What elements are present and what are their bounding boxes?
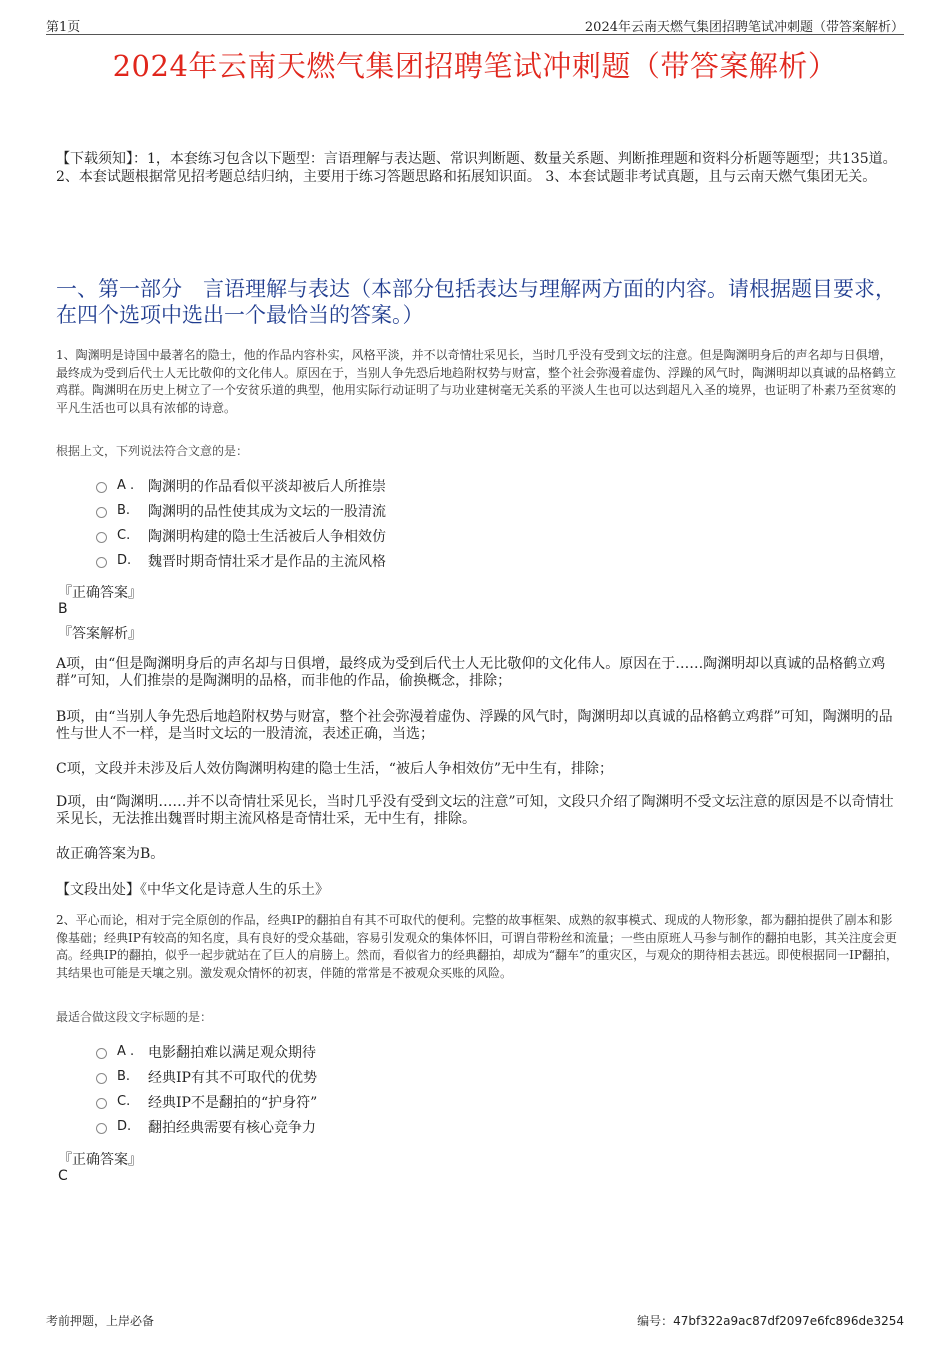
radio-icon[interactable] <box>96 507 107 518</box>
analysis-conclusion: 故正确答案为B。 <box>56 846 165 862</box>
analysis-c: C项，文段并未涉及后人效仿陶渊明构建的隐士生活，“被后人争相效仿”无中生有，排除； <box>56 761 614 777</box>
header-doc-title: 2024年云南天燃气集团招聘笔试冲刺题（带答案解析） <box>584 20 904 35</box>
option-d[interactable]: D. 翻拍经典需要有核心竞争力 <box>96 1114 796 1139</box>
radio-icon[interactable] <box>96 482 107 493</box>
analysis-a: A项，由“但是陶渊明身后的声名却与日俱增，最终成为受到后代士人无比敬仰的文化伟人。原因在于……陶渊明却以真诚的品格鹤立鸡群”可知，人们推崇的是陶渊明的品格，而非他的作品，偷换概念，排除； <box>56 656 886 689</box>
question-1-passage: 1、陶渊明是诗国中最著名的隐士，他的作品内容朴实，风格平淡，并不以奇情壮采见长，当时几乎没有受到文坛的注意。但是陶渊明身后的声名却与日俱增，最终成为受到后代士人无比敬仰的文化伟人。原因在于，当别人争先恐后地趋附权势与财富，整个社会弥漫着虚伪、浮躁的风气时，陶渊明却以真诚的品格鹤立鸡群。陶渊明在历史上树立了一个安贫乐道的典型，他用实际行动证明了与功业建树毫无关系的平淡人生也可以达到超凡入圣的境界，也证明了朴素乃至贫寒的平凡生活也可以具有浓郁的诗意。 <box>56 348 897 415</box>
radio-icon[interactable] <box>96 1073 107 1084</box>
code-value: 47bf322a9ac87df2097e6fc896de3254 <box>673 1314 904 1328</box>
option-a[interactable]: A . 陶渊明的作品看似平淡却被后人所推崇 <box>96 473 796 498</box>
document-title: 2024年云南天燃气集团招聘笔试冲刺题（带答案解析） <box>112 49 838 83</box>
answer-value: C <box>58 1168 68 1184</box>
option-d[interactable]: D. 魏晋时期奇情壮采才是作品的主流风格 <box>96 548 796 573</box>
question-1-options <box>96 473 796 573</box>
passage-source: 【文段出处】《中华文化是诗意人生的乐土》 <box>56 882 329 898</box>
radio-icon[interactable] <box>96 1048 107 1059</box>
radio-icon[interactable] <box>96 1098 107 1109</box>
radio-icon[interactable] <box>96 1123 107 1134</box>
footer-slogan: 考前押题，上岸必备 <box>46 1314 155 1328</box>
option-c[interactable]: C. 经典IP不是翻拍的“护身符” <box>96 1089 796 1114</box>
download-notice: 【下载须知】：1，本套练习包含以下题型：言语理解与表达题、常识判断题、数量关系题、判断推理题和资料分析题等题型；共135道。 2、本套试题根据常见招考题总结归纳，主要用于练习答题思路和拓展知识面。 3、本套试题非考试真题，且与云南天燃气集团无关。 <box>56 151 897 185</box>
radio-icon[interactable] <box>96 557 107 568</box>
analysis-label: 『答案解析』 <box>58 626 142 642</box>
section-title: 一、第一部分 言语理解与表达（本部分包括表达与理解两方面的内容。请根据题目要求，在四个选项中选出一个最恰当的答案。） <box>56 277 896 327</box>
page-number: 第1页 <box>46 20 81 35</box>
option-b[interactable]: B. 陶渊明的品性使其成为文坛的一股清流 <box>96 498 796 523</box>
radio-icon[interactable] <box>96 532 107 543</box>
analysis-d: D项，由“陶渊明……并不以奇情壮采见长，当时几乎没有受到文坛的注意”可知，文段只介绍了陶渊明不受文坛注意的原因是不以奇情壮采见长，无法推出魏晋时期主流风格是奇情壮采，无中生有，排除。 <box>56 794 894 827</box>
option-c[interactable]: C. 陶渊明构建的隐士生活被后人争相效仿 <box>96 523 796 548</box>
question-1-prompt: 根据上文，下列说法符合文意的是： <box>56 444 249 458</box>
question-2-options <box>96 1039 796 1139</box>
page-header <box>46 14 904 35</box>
analysis-b: B项，由“当别人争先恐后地趋附权势与财富，整个社会弥漫着虚伪、浮躁的风气时，陶渊明却以真诚的品格鹤立鸡群”可知，陶渊明的品性与世人不一样，是当时文坛的一股清流，表述正确，当选； <box>56 709 893 742</box>
code-label: 编号： <box>637 1314 674 1328</box>
document-code <box>637 1312 904 1329</box>
question-2-passage: 2、平心而论，相对于完全原创的作品，经典IP的翻拍自有其不可取代的便利。完整的故事框架、成熟的叙事模式、现成的人物形象，都为翻拍提供了剧本和影像基础；经典IP有较高的知名度，具有良好的受众基础，容易引发观众的集体怀旧，可谓自带粉丝和流量；一些由原班人马参与制作的翻拍电影，其关注度会更高。经典IP的翻拍，似乎一起步就站在了巨人的肩膀上。然而，看似省力的经典翻拍，却成为“翻车”的重灾区，与观众的期待相去甚远。即使根据同一IP翻拍，其结果也可能是天壤之别。激发观众情怀的初衷，伴随的常常是不被观众买账的风险。 <box>56 913 898 980</box>
answer-label: 『正确答案』 <box>58 1152 142 1168</box>
option-a[interactable]: A . 电影翻拍难以满足观众期待 <box>96 1039 796 1064</box>
option-b[interactable]: B. 经典IP有其不可取代的优势 <box>96 1064 796 1089</box>
answer-label: 『正确答案』 <box>58 585 142 601</box>
question-2-prompt: 最适合做这段文字标题的是： <box>56 1010 213 1024</box>
answer-value: B <box>58 601 68 617</box>
